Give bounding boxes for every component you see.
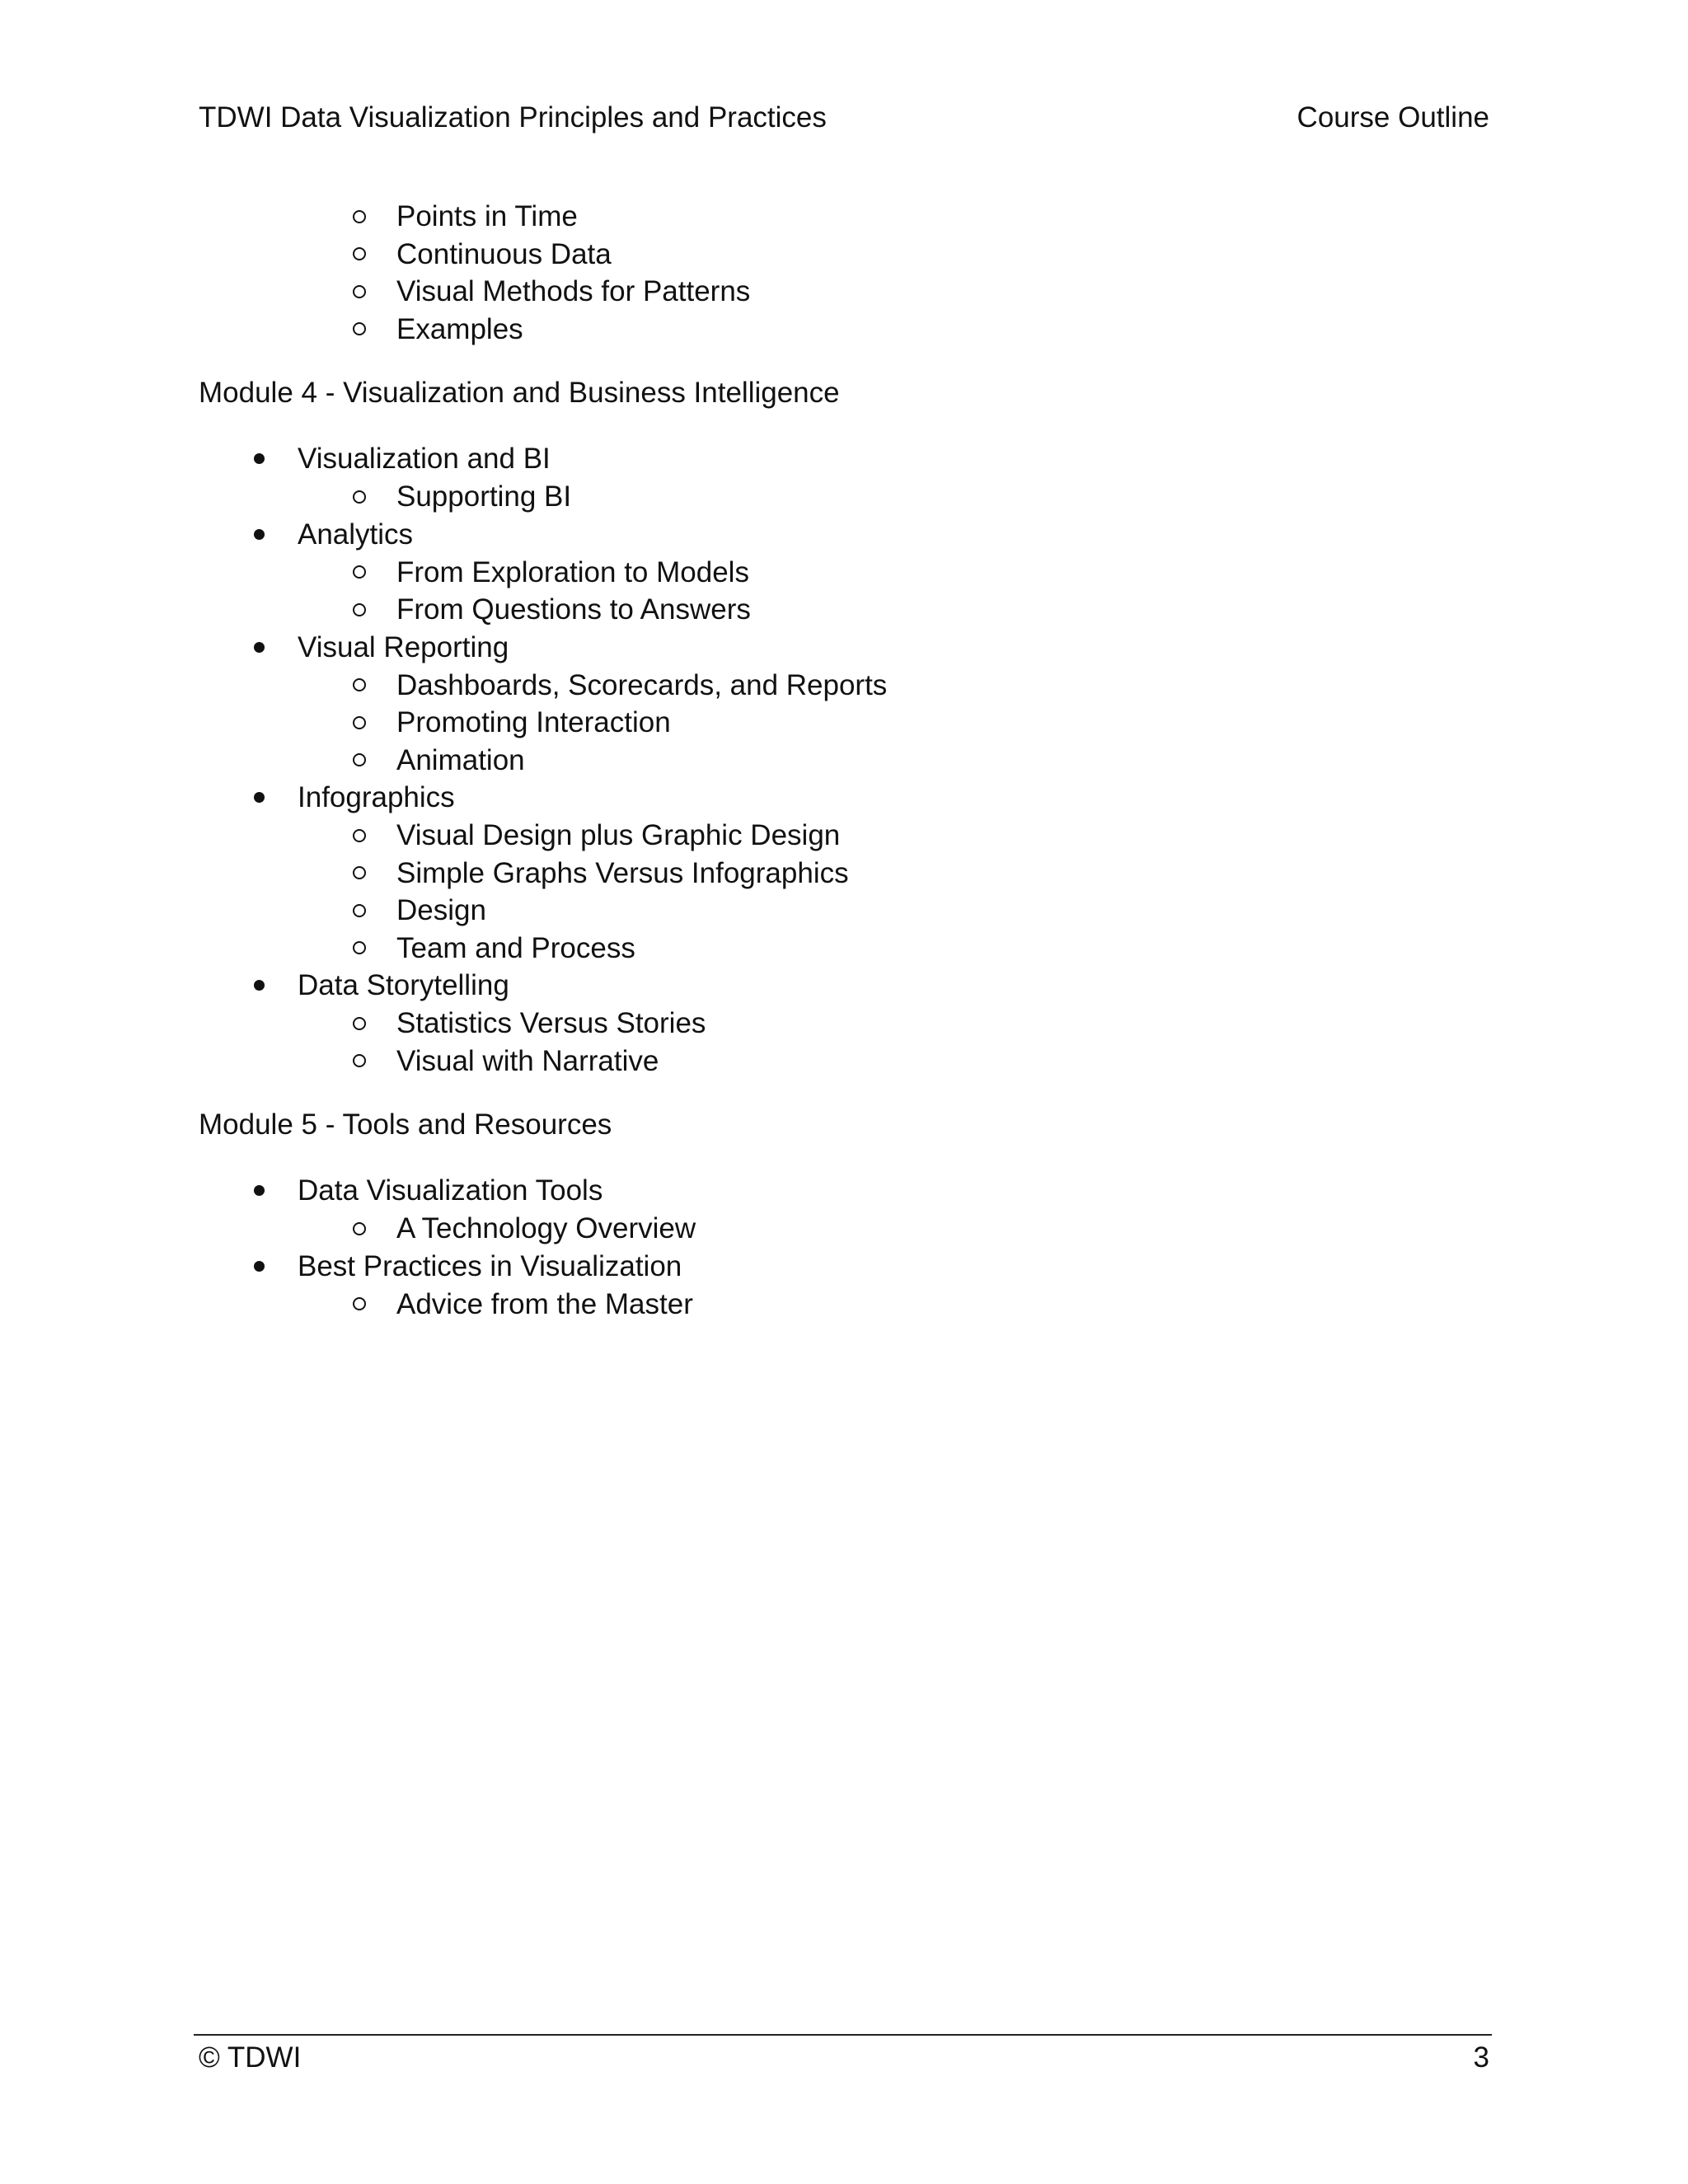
section-label: Course Outline [1296,101,1489,134]
sub-item-label: Statistics Versus Stories [396,1007,706,1039]
sub-list-item [199,855,1484,893]
circle-bullet-icon [347,855,372,893]
topic-item [199,440,1484,478]
topic-item [199,516,1484,554]
sub-list-item [199,892,1484,930]
topic-label: Infographics [298,781,455,813]
topic-item [199,1172,1484,1210]
circle-bullet-icon [347,1210,372,1248]
sub-item-label: Design [396,894,486,926]
sub-list-item [199,704,1484,742]
continued-sub-list [199,198,1484,348]
page-header [199,97,1489,138]
circle-bullet-icon [347,1005,372,1043]
sub-item-label: From Questions to Answers [396,593,751,626]
sub-item-label: Points in Time [396,200,578,232]
sub-item-label: Simple Graphs Versus Infographics [396,856,849,889]
sub-item-label: Promoting Interaction [396,706,671,738]
topic-item [199,1248,1484,1286]
module-5-topic-list [199,1172,1484,1323]
document-title: TDWI Data Visualization Principles and Practices [199,101,827,134]
dot-bullet-icon [246,516,271,554]
sub-item-label: A Technology Overview [396,1212,696,1244]
copyright-text: © TDWI [199,2041,302,2074]
module-5-heading: Module 5 - Tools and Resources [199,1108,612,1141]
circle-bullet-icon [347,742,372,780]
page-number: 3 [1473,2041,1489,2074]
dot-bullet-icon [246,1248,271,1286]
dot-bullet-icon [246,629,271,667]
circle-bullet-icon [347,198,372,236]
circle-bullet-icon [347,704,372,742]
sub-list-item [199,1210,1484,1248]
sub-list-item [199,1005,1484,1043]
dot-bullet-icon [246,967,271,1005]
topic-label: Visual Reporting [298,630,509,663]
sub-list-item [199,236,1484,274]
topic-item [199,779,1484,817]
topic-label: Best Practices in Visualization [298,1249,682,1282]
circle-bullet-icon [347,667,372,705]
sub-item-label: Advice from the Master [396,1287,693,1320]
sub-item-label: Visual Design plus Graphic Design [396,819,841,851]
circle-bullet-icon [347,892,372,930]
circle-bullet-icon [347,478,372,516]
topic-label: Data Storytelling [298,969,509,1001]
sub-list-item [199,742,1484,780]
sub-list-item [199,1286,1484,1324]
page-footer [199,2038,1489,2078]
sub-list-item [199,667,1484,705]
sub-item-label: Continuous Data [396,237,612,270]
circle-bullet-icon [347,311,372,349]
sub-list-item [199,311,1484,349]
footer-divider [194,2034,1492,2036]
circle-bullet-icon [347,236,372,274]
module-4-topic-list [199,440,1484,1080]
sub-item-label: Examples [396,312,523,345]
sub-item-label: Supporting BI [396,480,572,513]
dot-bullet-icon [246,440,271,478]
outline-body [199,198,1484,1323]
sub-list-item [199,273,1484,311]
circle-bullet-icon [347,591,372,629]
sub-list-item [199,817,1484,855]
sub-item-label: Visual with Narrative [396,1044,659,1077]
topic-label: Analytics [298,518,414,551]
topic-item [199,629,1484,667]
topic-label: Data Visualization Tools [298,1174,603,1207]
sub-item-label: From Exploration to Models [396,555,749,588]
sub-list-item [199,478,1484,516]
circle-bullet-icon [347,273,372,311]
circle-bullet-icon [347,1286,372,1324]
sub-list-item [199,554,1484,592]
circle-bullet-icon [347,930,372,968]
circle-bullet-icon [347,1043,372,1080]
topic-label: Visualization and BI [298,443,551,475]
circle-bullet-icon [347,817,372,855]
module-4-heading: Module 4 - Visualization and Business Intelligence [199,377,840,409]
circle-bullet-icon [347,554,372,592]
topic-item [199,967,1484,1005]
sub-item-label: Visual Methods for Patterns [396,275,751,307]
sub-item-label: Team and Process [396,931,635,964]
sub-list-item [199,591,1484,629]
sub-list-item [199,198,1484,236]
sub-list-item [199,1043,1484,1080]
dot-bullet-icon [246,1172,271,1210]
sub-item-label: Animation [396,743,525,776]
dot-bullet-icon [246,779,271,817]
sub-item-label: Dashboards, Scorecards, and Reports [396,668,888,701]
sub-list-item [199,930,1484,968]
